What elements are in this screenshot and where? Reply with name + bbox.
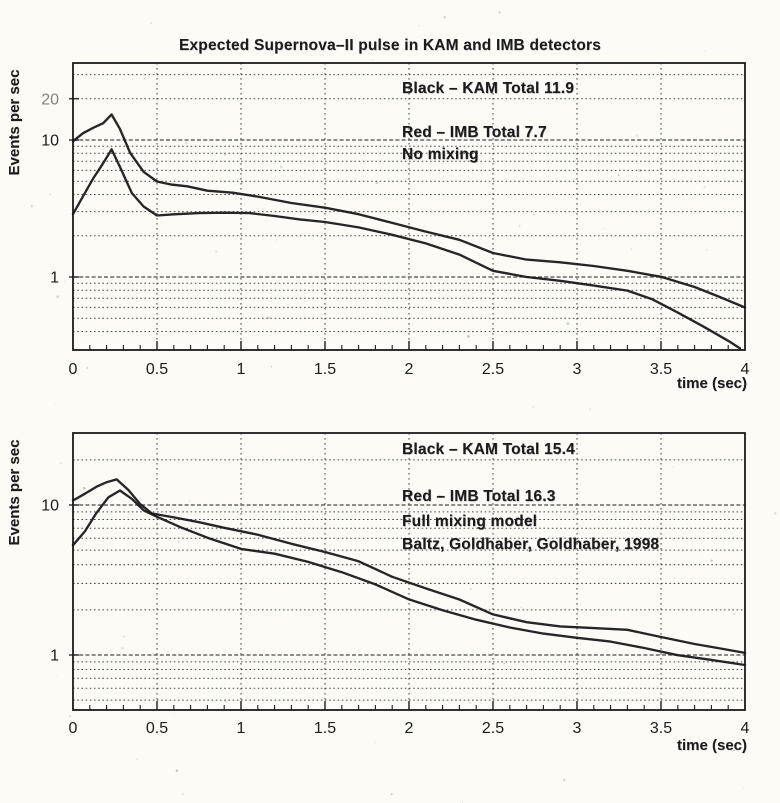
series-imb-top: [73, 149, 740, 348]
x-axis-label-top: time (sec): [676, 375, 747, 392]
x-tick-label: 1: [236, 361, 246, 378]
y-axis-label-top: Events per sec: [6, 69, 23, 176]
legend-kam-bottom: Black – KAM Total 15.4: [402, 441, 575, 458]
x-tick-label: 0: [68, 361, 78, 378]
x-tick-label: 2: [404, 720, 414, 737]
model-note-bottom: Full mixing model: [402, 513, 538, 530]
legend-imb-bottom: Red – IMB Total 16.3: [402, 488, 556, 505]
y-axis-label-bottom: Events per sec: [6, 439, 23, 546]
citation-note: Baltz, Goldhaber, Goldhaber, 1998: [402, 536, 660, 553]
x-tick-label: 4: [740, 361, 750, 378]
y-tick-label: 10: [41, 497, 59, 515]
y-tick-label: 10: [41, 132, 59, 150]
scan-noise: [10, 11, 776, 803]
x-tick-label: 0.5: [145, 720, 169, 737]
y-tick-label: 20: [41, 91, 59, 109]
x-tick-label: 0.5: [145, 361, 169, 378]
top-panel: [41, 63, 749, 378]
x-tick-label: 1.5: [313, 361, 337, 378]
v-gridlines: [157, 433, 661, 710]
legend-kam-top: Black – KAM Total 11.9: [402, 80, 575, 97]
x-tick-label: 4: [740, 720, 750, 737]
x-axis-label-bottom: time (sec): [676, 737, 747, 754]
x-tick-label: 3: [572, 361, 582, 378]
tick-labels: [41, 498, 749, 738]
x-tick-label: 3: [572, 720, 582, 737]
curves: [73, 479, 745, 665]
x-tick-label: 3.5: [649, 361, 673, 378]
x-tick-label: 0: [68, 720, 78, 737]
y-tick-label: 1: [50, 269, 59, 287]
chart-title: Expected Supernova–II pulse in KAM and IMB detectors: [178, 37, 602, 54]
x-tick-label: 1.5: [313, 720, 337, 737]
model-note-top: No mixing: [402, 146, 479, 163]
x-tick-label: 3.5: [649, 720, 673, 737]
y-tick-label: 1: [50, 647, 59, 665]
x-tick-label: 1: [236, 720, 246, 737]
x-tick-label: 2.5: [481, 720, 505, 737]
x-tick-label: 2: [404, 361, 414, 378]
x-tick-label: 2.5: [481, 361, 505, 378]
legend-imb-top: Red – IMB Total 7.7: [402, 124, 547, 141]
bottom-panel: [41, 433, 749, 737]
